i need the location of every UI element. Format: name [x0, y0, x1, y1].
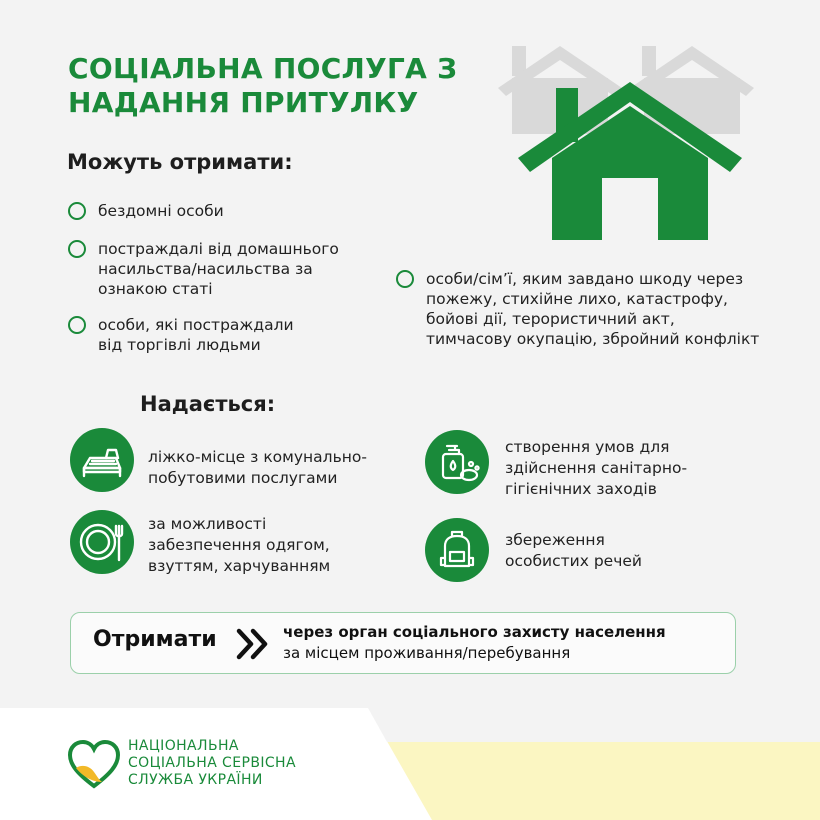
footer-background	[0, 708, 820, 820]
service-text-line: ліжко-місце з комунально-	[148, 448, 367, 466]
get-service-via: через орган соціального захисту населення	[283, 623, 666, 641]
eligible-item-text: від торгівлі людьми	[98, 336, 261, 354]
plate-cutlery-icon	[70, 510, 134, 574]
service-text-line: здійснення санітарно-	[505, 459, 688, 477]
service-text-line: гігієнічних заходів	[505, 480, 657, 498]
eligible-item-text: особи/сім’ї, яким завдано шкоду через	[426, 270, 744, 288]
page-title-line-1: СОЦІАЛЬНА ПОСЛУГА З	[68, 52, 458, 85]
eligible-item-text: насильства/насильства за	[98, 260, 313, 278]
circle-bullet-icon	[396, 270, 414, 288]
hygiene-icon	[425, 430, 489, 494]
get-service-box	[70, 612, 736, 674]
circle-bullet-icon	[68, 202, 86, 220]
backpack-icon	[425, 518, 489, 582]
eligible-item	[396, 269, 806, 349]
service-text-line: особистих речей	[505, 552, 642, 570]
circle-bullet-icon	[68, 240, 86, 258]
service-text	[148, 514, 330, 577]
service-text-line: за можливості	[148, 515, 267, 533]
organization-name	[128, 738, 296, 789]
get-service-label: Отримати	[93, 627, 217, 652]
eligible-heading: Можуть отримати:	[67, 150, 293, 174]
service-text-line: взуттям, харчуванням	[148, 557, 331, 575]
page-title-line-2: НАДАННЯ ПРИТУЛКУ	[68, 86, 419, 119]
eligible-item-text: бездомні особи	[98, 202, 224, 220]
heart-logo-icon	[66, 738, 122, 790]
circle-bullet-icon	[68, 316, 86, 334]
get-service-where: за місцем проживання/перебування	[283, 644, 571, 662]
service-text	[505, 437, 687, 500]
house-door	[602, 178, 658, 240]
service-text-line: створення умов для	[505, 438, 670, 456]
service-text-line: збереження	[505, 531, 605, 549]
eligible-item-text: бойові дії, терористичний акт,	[426, 310, 675, 328]
bed-icon	[70, 428, 134, 492]
eligible-item	[68, 239, 388, 299]
provided-heading: Надається:	[140, 392, 276, 416]
houses-illustration	[490, 40, 760, 250]
service-text-line: забезпечення одягом,	[148, 536, 330, 554]
double-chevron-right-icon	[235, 627, 271, 661]
eligible-item-text: особи, які постраждали	[98, 316, 294, 334]
organization-name-line: НАЦІОНАЛЬНА	[128, 738, 239, 754]
eligible-item-text: ознакою статі	[98, 280, 213, 298]
page-title	[68, 52, 508, 120]
eligible-item-text: постраждалі від домашнього	[98, 240, 339, 258]
eligible-item-text: тимчасову окупацію, збройний конфлікт	[426, 330, 760, 348]
eligible-item-text: пожежу, стихійне лихо, катастрофу,	[426, 290, 728, 308]
eligible-item	[68, 315, 388, 355]
organization-name-line: СЛУЖБА УКРАЇНИ	[128, 772, 263, 788]
eligible-item	[68, 201, 388, 221]
service-text	[148, 447, 367, 489]
organization-name-line: СОЦІАЛЬНА СЕРВІСНА	[128, 755, 296, 771]
service-text	[505, 530, 642, 572]
service-text-line: побутовими послугами	[148, 469, 338, 487]
